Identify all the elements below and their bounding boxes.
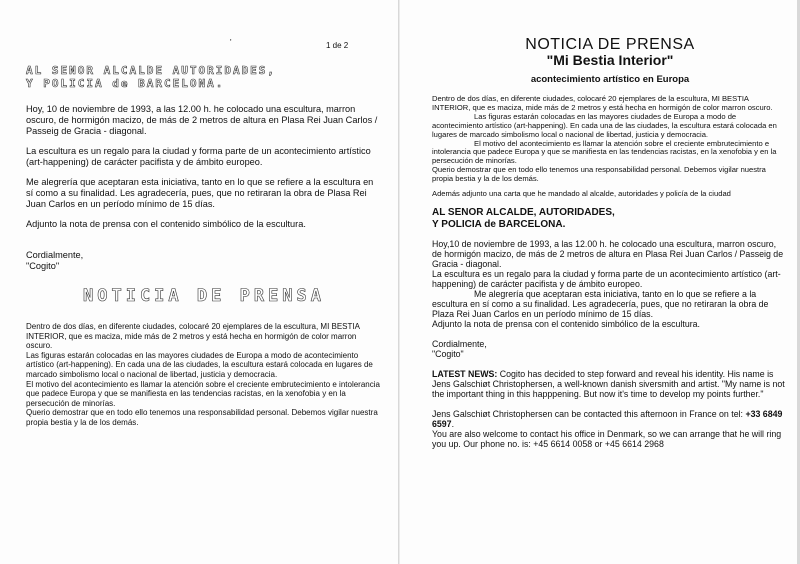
letter-paragraph: Adjunto la nota de prensa con el contenido simbólico de la escultura. xyxy=(432,318,700,329)
press-paragraph: Las figuras estarán colocadas en las mayores ciudades de Europa a modo de acontecimiento artístico (art-happening). En cada una de las ciudades, la escultura estará colocada en lugares de marcado simbolismo local o nacional de libertad, justicia y democracia. xyxy=(432,111,777,139)
contact-phone: +33 6849 6597 xyxy=(432,408,783,429)
press-paragraph: Dentro de dos días, en diferente ciudades, colocaré 20 ejemplares de la escultura, MI BESTIA INTERIOR, que es maciza, mide más de 2 metros y está hecha en hormigón de color marron oscuro. xyxy=(432,94,773,112)
letter-heading-line: Y POLICIA de BARCELONA. xyxy=(26,77,225,90)
press-paragraph: Querio demostrar que en todo ello tenemos una responsabilidad personal. Debemos vigilar nuestra propia bestia y la de los demás. xyxy=(26,408,378,427)
letter-paragraph: Hoy,10 de noviembre de 1993, a las 12.00 h. he colocado una escultura, marron oscuro, de hormigón macizo, de más de 2 metros de altura en Plasa Rei Juan Carlos / Passeig de Gracia - diagonal. xyxy=(432,238,784,269)
letter-body xyxy=(26,104,382,230)
letter-body xyxy=(432,239,788,329)
latest-news-label: LATEST NEWS: xyxy=(432,368,498,379)
letter-heading-line: AL SENOR ALCALDE, AUTORIDADES, xyxy=(432,206,615,218)
press-paragraph: El motivo del acontecimiento es llamar la atención sobre el creciente embrutecimiento e intolerancia que padece Europa y que se manifiesta en las tendencias racistas, en la xenofobia y en la persecución de minorías. xyxy=(432,138,777,166)
page-mark: ' xyxy=(230,38,232,47)
signoff-signature: "Cogito" xyxy=(26,261,60,271)
letter-paragraph: Me alegrería que aceptaran esta iniciativa, tanto en lo que se refiere a la escultura en sí como a su finalidad. Les agradecería, pues, que no retiraran la obra de Plasa Rei Juan Carlos en un período mínimo de 15 días. xyxy=(26,177,374,209)
press-release-subtitle: "Mi Bestia Interior" xyxy=(546,52,674,68)
letter-heading xyxy=(26,64,382,90)
contact-office-line: You are also welcome to contact his office in Denmark, so we can arrange that he will ring you up. Our phone no. is: +45 6614 0058 or +45 6614 2968 xyxy=(432,428,782,449)
press-paragraph: Las figuras estarán colocadas en las mayores ciudades de Europa a modo de acontecimiento artístico (art-happening). En cada una de las ciudades, la escultura estará colocada en lugares de marcado simbolismo local o nacional de libertad, justicia y democracia. xyxy=(26,350,373,379)
letter-heading-line: Y POLICIA de BARCELONA. xyxy=(432,218,566,230)
page-number: 1 de 2 xyxy=(326,41,349,50)
press-paragraph: El motivo del acontecimiento es llamar la atención sobre el creciente embrutecimiento e intolerancia que padece Europa y que se manifiesta en las tendencias racistas, en la xenofobia y en la persecución de minorías. xyxy=(26,379,380,408)
press-paragraph: Querio demostrar que en todo ello tenemos una responsabilidad personal. Debemos vigilar nuestra propia bestia y la de los demás. xyxy=(432,165,766,184)
signoff-signature: "Cogito" xyxy=(432,348,464,359)
letter-heading xyxy=(432,207,788,231)
letter-paragraph: Hoy, 10 de noviembre de 1993, a las 12.00 h. he colocado una escultura, marron oscuro, de hormigón macizo, de más de 2 metros de altura en Plasa Rei Juan Carlos / Passeig de Gracia - diagonal. xyxy=(26,104,378,136)
letter-paragraph: La escultura es un regalo para la ciudad y forma parte de un acontecimiento artístico (art-happening) de carácter pacifista y de ámbito europeo. xyxy=(432,268,781,289)
letter-paragraph: Me alegrería que aceptaran esta iniciativa, tanto en lo que se refiere a la escultura en sí como a su finalidad. Les agradecería, pues, que no retiraran la obra de Plaza Rei Juan Carlos en un período mínimo de 15 días. xyxy=(432,288,769,319)
press-release-title: NOTICIA DE PRENSA xyxy=(525,36,695,53)
press-paragraph: Dentro de dos días, en diferente ciudades, colocaré 20 ejemplares de la escultura, MI BESTIA INTERIOR, que es maciza, mide más de 2 metros y está hecha en hormigón de color marron oscuro. xyxy=(26,322,360,351)
letter-signoff xyxy=(432,339,788,359)
press-release-title: NOTICIA DE PRENSA xyxy=(83,286,325,306)
letter-signoff xyxy=(26,250,382,272)
signoff-line: Cordialmente, xyxy=(432,338,487,349)
press-release-body xyxy=(432,95,788,184)
letter-heading-line: AL SENOR ALCALDE AUTORIDADES, xyxy=(26,64,277,77)
contact-info xyxy=(432,409,788,449)
latest-news-text: Cogito has decided to step forward and reveal his identity. His name is Jens Galschiøt Christophersen, a well-known danish siversmith and artist. "My name is not the important thing in this happpening. But now it's time to develop my points further." xyxy=(432,368,785,399)
signoff-line: Cordialmente, xyxy=(26,250,84,260)
contact-phone-suffix: . xyxy=(451,418,455,429)
letter-paragraph: Adjunto la nota de prensa con el contenido simbólico de la escultura. xyxy=(26,219,306,229)
right-page xyxy=(400,0,800,564)
latest-news xyxy=(432,369,788,399)
press-release-body xyxy=(26,322,382,428)
letter-paragraph: La escultura es un regalo para la ciudad y forma parte de un acontecimiento artístico (art-happening) de carácter pacifista y de ámbito europeo. xyxy=(26,146,371,167)
attachment-note: Además adjunto una carta que he mandado al alcalde, autoridades y policía de la ciudad xyxy=(432,189,731,199)
press-release-tagline: acontecimiento artístico en Europa xyxy=(530,74,690,85)
contact-line: Jens Galschiøt Christophersen can be contacted this afternoon in France on tel: xyxy=(432,408,746,419)
